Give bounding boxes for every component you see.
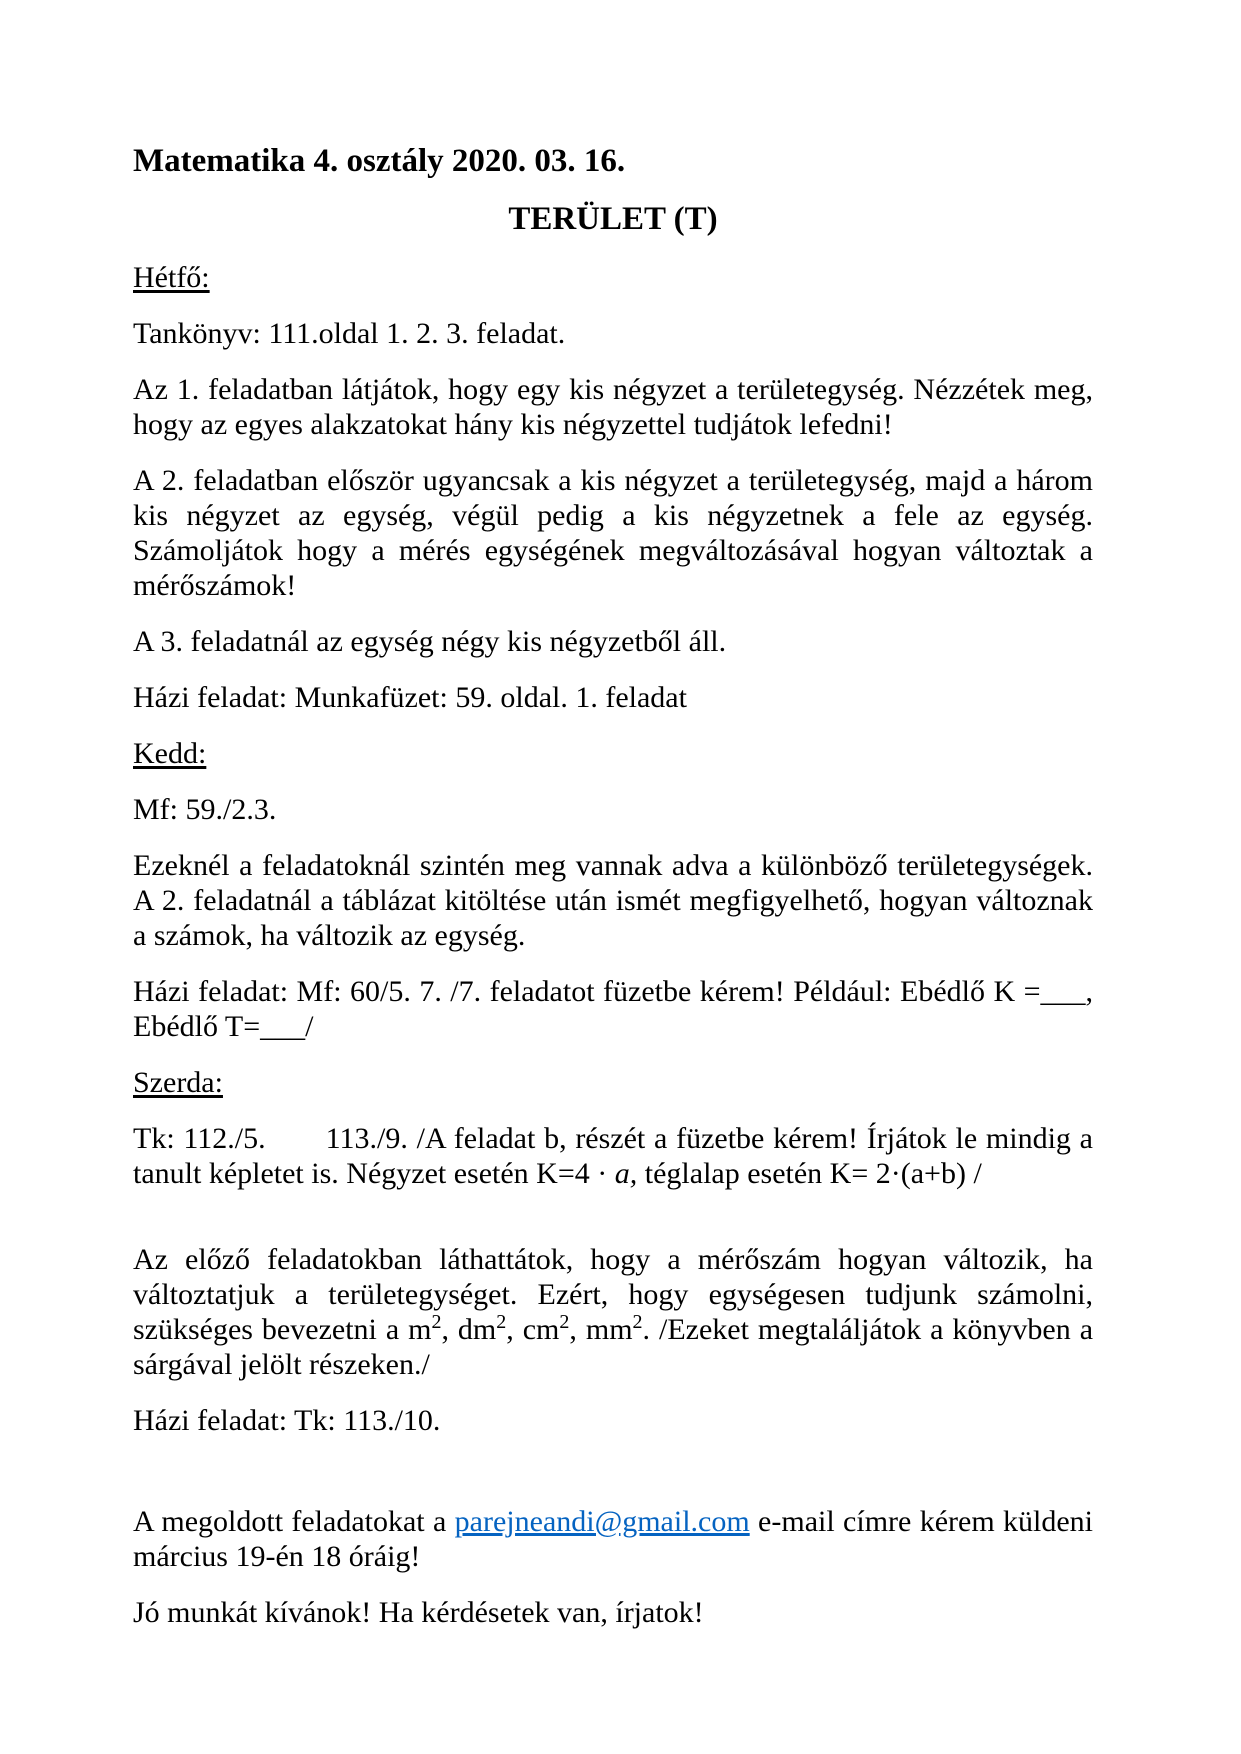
closing-line: Jó munkát kívánok! Ha kérdésetek van, írjatok!: [133, 1596, 704, 1629]
monday-homework-line: Házi feladat: Munkafüzet: 59. oldal. 1. feladat: [133, 681, 687, 714]
text-segment: A megoldott feladatokat a: [133, 1505, 455, 1538]
superscript-two: 2: [632, 1311, 643, 1333]
text-segment: , mm: [569, 1313, 633, 1346]
text-segment: Az előző feladatokban láthattátok, hogy a mérőszám hogyan változik, ha változtatjuk a területegységet. Ezért, hogy egységesen tudjunk számolni, szükséges bevezetni a m: [133, 1243, 1093, 1346]
monday-heading: [133, 260, 1093, 295]
document-subtitle: TERÜLET (T): [508, 201, 718, 237]
text-segment: Tk: 112./5.: [133, 1122, 266, 1155]
superscript-two: 2: [559, 1311, 570, 1333]
document-title: Matematika 4. osztály 2020. 03. 16.: [133, 143, 626, 179]
superscript-two: 2: [496, 1311, 507, 1333]
blank-line: [133, 1212, 1093, 1242]
monday-task3-line: A 3. feladatnál az egység négy kis négyzetből áll.: [133, 625, 727, 658]
tuesday-heading: [133, 736, 1093, 771]
text-segment: , cm: [506, 1313, 560, 1346]
tuesday-heading-text: Kedd:: [133, 737, 207, 770]
wednesday-tasks-paragraph: [133, 1121, 1093, 1191]
wednesday-homework-line: Házi feladat: Tk: 113./10.: [133, 1404, 441, 1437]
monday-textbook-line: Tankönyv: 111.oldal 1. 2. 3. feladat.: [133, 317, 566, 350]
wednesday-units-paragraph: [133, 1242, 1093, 1382]
monday-heading-text: Hétfő:: [133, 261, 210, 294]
wednesday-heading-text: Szerda:: [133, 1066, 223, 1099]
text-segment: téglalap esetén K= 2·(a+b) /: [637, 1157, 982, 1190]
wednesday-heading: [133, 1065, 1093, 1100]
monday-task1-paragraph: Az 1. feladatban látjátok, hogy egy kis négyzet a területegység. Nézzétek meg, hogy az egyes alakzatokat hány kis négyzettel tudjátok lefedni!: [133, 373, 1093, 441]
tuesday-note-paragraph: Ezeknél a feladatoknál szintén meg vannak adva a különböző területegységek. A 2. feladatnál a táblázat kitöltése után ismét megfigyelhető, hogyan változnak a számok, ha változik az egység.: [133, 849, 1093, 952]
monday-task2-paragraph: A 2. feladatban először ugyancsak a kis négyzet a területegység, majd a három kis négyzet az egység, végül pedig a kis négyzetnek a fele az egység. Számoljátok hogy a mérés egységének megváltozásával hogyan változtak a mérőszámok!: [133, 464, 1093, 602]
text-segment: , dm: [441, 1313, 497, 1346]
text-segment: . /Ezeket megtaláljátok a könyvben a sárgával jelölt részeken./: [133, 1313, 1094, 1381]
superscript-two: 2: [431, 1311, 442, 1333]
email-link[interactable]: parejneandi@gmail.com: [454, 1505, 750, 1538]
italic-variable-a: a,: [614, 1157, 638, 1190]
tuesday-workbook-line: Mf: 59./2.3.: [133, 793, 277, 826]
text-segment: e-mail címre kérem küldeni március 19-én 18 óráig!: [133, 1505, 1093, 1573]
submission-paragraph: [133, 1504, 1093, 1574]
text-segment: 113./9. /A feladat b, részét a füzetbe kérem! Írjátok le mindig a tanult képletet is. Négyzet esetén K=4 ·: [133, 1122, 1093, 1190]
blank-line: [133, 1459, 1093, 1504]
tuesday-homework-paragraph: Házi feladat: Mf: 60/5. 7. /7. feladatot füzetbe kérem! Például: Ebédlő K =___, Ebédlő T=___/: [133, 975, 1093, 1043]
